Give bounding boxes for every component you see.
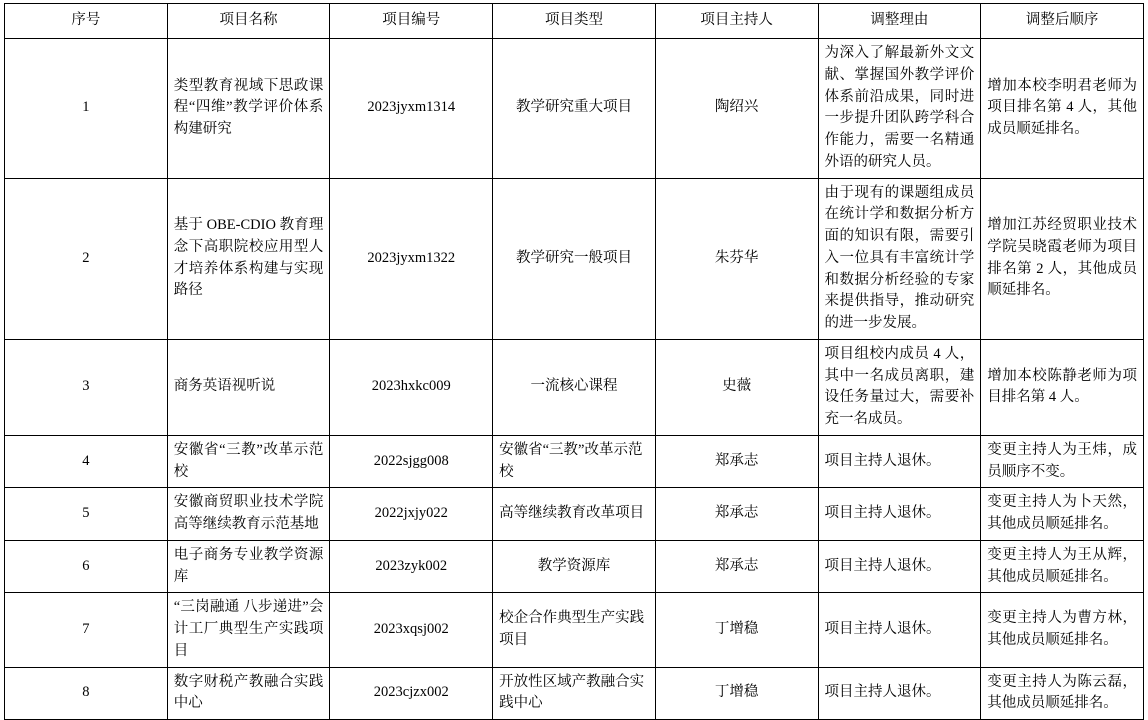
cell-adjusted-order: 增加本校李明君老师为项目排名第 4 人，其他成员顺延排名。 [981, 39, 1144, 179]
cell-project-code: 2023cjzx002 [330, 667, 493, 720]
cell-project-name: 数字财税产教融合实践中心 [167, 667, 330, 720]
cell-index: 6 [5, 540, 168, 593]
cell-project-code: 2023hxkc009 [330, 339, 493, 435]
table-row [5, 667, 1144, 720]
cell-project-name: “三岗融通 八步递进”会计工厂典型生产实践项目 [167, 593, 330, 667]
table-row [5, 39, 1144, 179]
cell-project-name: 类型教育视域下思政课程“四维”教学评价体系构建研究 [167, 39, 330, 179]
cell-project-type: 教学研究一般项目 [493, 178, 656, 339]
cell-adjust-reason: 项目主持人退休。 [818, 540, 981, 593]
cell-project-type: 高等继续教育改革项目 [493, 488, 656, 541]
cell-project-type: 一流核心课程 [493, 339, 656, 435]
cell-adjusted-order: 变更主持人为王炜，成员顺序不变。 [981, 435, 1144, 488]
header-row [5, 4, 1144, 39]
cell-project-host: 史薇 [655, 339, 818, 435]
cell-project-name: 基于 OBE-CDIO 教育理念下高职院校应用型人才培养体系构建与实现路径 [167, 178, 330, 339]
cell-project-code: 2023xqsj002 [330, 593, 493, 667]
column-header-index: 序号 [5, 4, 168, 39]
cell-adjust-reason: 由于现有的课题组成员在统计学和数据分析方面的知识有限，需要引入一位具有丰富统计学和数据分析经验的专家来提供指导，推动研究的进一步发展。 [818, 178, 981, 339]
cell-project-host: 陶绍兴 [655, 39, 818, 179]
cell-index: 3 [5, 339, 168, 435]
cell-adjust-reason: 为深入了解最新外文文献、掌握国外教学评价体系前沿成果，同时进一步提升团队跨学科合作能力，需要一名精通外语的研究人员。 [818, 39, 981, 179]
cell-adjusted-order: 增加江苏经贸职业技术学院吴晓霞老师为项目排名第 2 人，其他成员顺延排名。 [981, 178, 1144, 339]
cell-adjusted-order: 变更主持人为曹方林，其他成员顺延排名。 [981, 593, 1144, 667]
cell-adjust-reason: 项目主持人退休。 [818, 488, 981, 541]
cell-project-host: 郑承志 [655, 540, 818, 593]
document-page [0, 3, 1148, 712]
cell-adjust-reason: 项目主持人退休。 [818, 593, 981, 667]
cell-adjust-reason: 项目主持人退休。 [818, 667, 981, 720]
column-header-adjusted-order: 调整后顺序 [981, 4, 1144, 39]
cell-project-type: 教学研究重大项目 [493, 39, 656, 179]
cell-project-host: 郑承志 [655, 488, 818, 541]
cell-index: 4 [5, 435, 168, 488]
table-body [5, 39, 1144, 720]
cell-adjust-reason: 项目主持人退休。 [818, 435, 981, 488]
cell-adjusted-order: 变更主持人为卜天然，其他成员顺延排名。 [981, 488, 1144, 541]
cell-project-code: 2023jyxm1322 [330, 178, 493, 339]
cell-project-code: 2023jyxm1314 [330, 39, 493, 179]
cell-index: 8 [5, 667, 168, 720]
cell-project-type: 安徽省“三教”改革示范校 [493, 435, 656, 488]
cell-project-type: 开放性区域产教融合实践中心 [493, 667, 656, 720]
cell-project-code: 2023zyk002 [330, 540, 493, 593]
cell-project-code: 2022sjgg008 [330, 435, 493, 488]
cell-project-host: 丁增稳 [655, 593, 818, 667]
cell-adjust-reason: 项目组校内成员 4 人，其中一名成员离职，建设任务量过大，需要补充一名成员。 [818, 339, 981, 435]
column-header-project-host: 项目主持人 [655, 4, 818, 39]
table-row [5, 178, 1144, 339]
cell-project-name: 电子商务专业教学资源库 [167, 540, 330, 593]
cell-project-name: 商务英语视听说 [167, 339, 330, 435]
table-row [5, 488, 1144, 541]
cell-index: 1 [5, 39, 168, 179]
table-row [5, 593, 1144, 667]
cell-index: 5 [5, 488, 168, 541]
cell-project-host: 丁增稳 [655, 667, 818, 720]
cell-index: 2 [5, 178, 168, 339]
cell-adjusted-order: 增加本校陈静老师为项目排名第 4 人。 [981, 339, 1144, 435]
cell-project-code: 2022jxjy022 [330, 488, 493, 541]
cell-project-type: 教学资源库 [493, 540, 656, 593]
cell-project-host: 郑承志 [655, 435, 818, 488]
cell-project-host: 朱芬华 [655, 178, 818, 339]
cell-project-type: 校企合作典型生产实践项目 [493, 593, 656, 667]
table-row [5, 435, 1144, 488]
table-row [5, 339, 1144, 435]
column-header-adjust-reason: 调整理由 [818, 4, 981, 39]
cell-project-name: 安徽商贸职业技术学院高等继续教育示范基地 [167, 488, 330, 541]
table-header [5, 4, 1144, 39]
cell-adjusted-order: 变更主持人为陈云磊，其他成员顺延排名。 [981, 667, 1144, 720]
project-adjustment-table [4, 3, 1144, 720]
cell-adjusted-order: 变更主持人为王从辉，其他成员顺延排名。 [981, 540, 1144, 593]
cell-index: 7 [5, 593, 168, 667]
column-header-project-code: 项目编号 [330, 4, 493, 39]
column-header-project-name: 项目名称 [167, 4, 330, 39]
column-header-project-type: 项目类型 [493, 4, 656, 39]
table-row [5, 540, 1144, 593]
cell-project-name: 安徽省“三教”改革示范校 [167, 435, 330, 488]
